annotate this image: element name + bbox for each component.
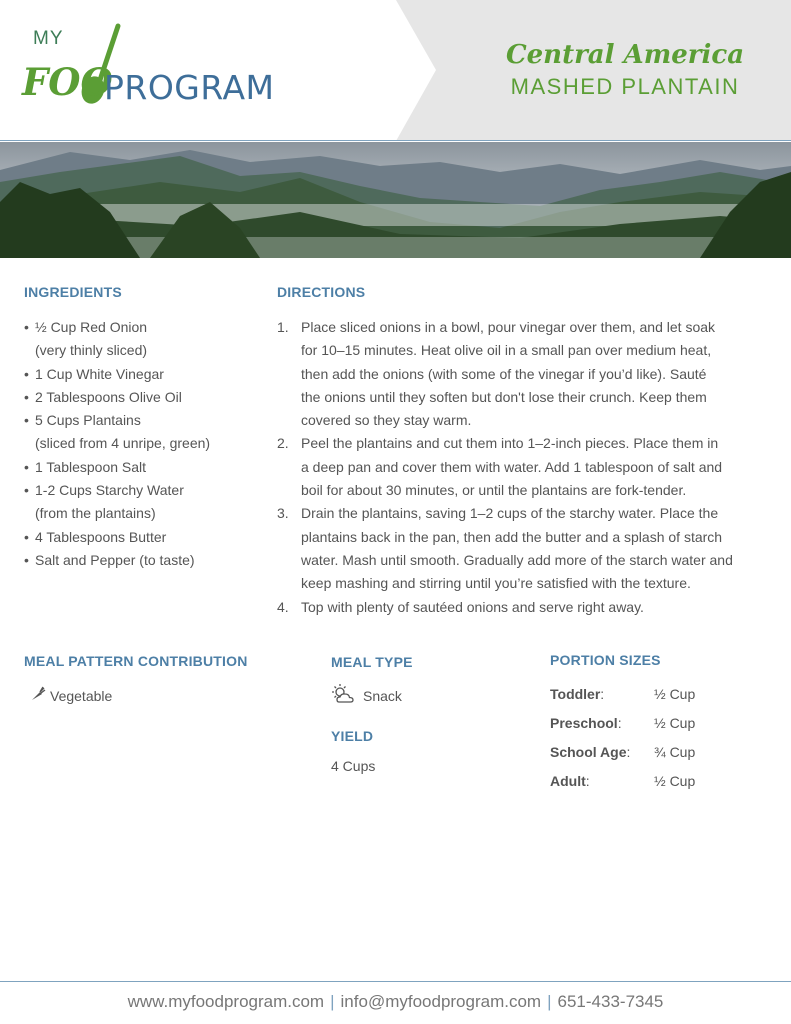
list-item: keep mashing and stirring until you’re satisfied with the texture.	[301, 575, 691, 592]
list-item: • 1-2 Cups Starchy Water	[24, 482, 184, 499]
portion-value: ¾ Cup	[654, 744, 696, 760]
website-link[interactable]: www.myfoodprogram.com	[127, 992, 325, 1011]
footer-separator: |	[330, 992, 335, 1011]
portion-value: ½ Cup	[654, 773, 696, 789]
list-item: • 2 Tablespoons Olive Oil	[24, 388, 182, 405]
list-item: 2. Peel the plantains and cut them into 1–2-inch pieces. Place them in	[277, 435, 719, 452]
portion-label: School Age	[550, 744, 627, 760]
recipe-region: Central America	[505, 40, 745, 70]
directions-heading: DIRECTIONS	[277, 284, 366, 300]
yield-value: 4 Cups	[331, 758, 376, 774]
logo-program-text: PROGRAM	[104, 68, 275, 107]
yield-heading: YIELD	[331, 728, 374, 744]
meal-pattern-heading: MEAL PATTERN CONTRIBUTION	[24, 653, 248, 669]
email-link[interactable]: info@myfoodprogram.com	[340, 992, 542, 1011]
portion-label: Preschool	[550, 715, 618, 731]
meal-type-heading: MEAL TYPE	[331, 654, 413, 670]
ingredients-list	[24, 316, 254, 572]
list-item: • Salt and Pepper (to taste)	[24, 551, 195, 568]
list-item: the onions until they soften but don't lose their crunch. Keep them	[301, 388, 707, 405]
page-footer	[0, 992, 791, 1012]
list-item: covered so they stay warm.	[301, 412, 472, 429]
footer-divider	[0, 981, 791, 982]
list-item: then add the onions (with some of the vinegar if you’d like). Sauté	[301, 365, 707, 382]
list-item: 3. Drain the plantains, saving 1–2 cups of the starchy water. Place the	[277, 505, 719, 522]
list-item: plantains back in the pan, then add the butter and a splash of starch	[301, 528, 723, 545]
portion-label: Toddler	[550, 686, 601, 702]
portion-label: Adult	[550, 773, 586, 789]
list-item: 1. Place sliced onions in a bowl, pour vinegar over them, and let soak	[277, 319, 716, 335]
list-item: (from the plantains)	[35, 505, 156, 522]
list-item: • 4 Tablespoons Butter	[24, 528, 167, 545]
header-divider	[0, 140, 791, 141]
sun-cloud-icon	[331, 683, 357, 705]
title-panel	[396, 0, 791, 141]
list-item: • 1 Tablespoon Salt	[24, 458, 147, 475]
portion-sizes-heading: PORTION SIZES	[550, 652, 661, 668]
list-item: boil for about 30 minutes, or until the plantains are fork-tender.	[301, 482, 687, 499]
meal-type-item: Snack	[363, 688, 402, 704]
ingredients-heading: INGREDIENTS	[24, 284, 122, 300]
meal-pattern-item: Vegetable	[50, 688, 113, 704]
list-item: 4. Top with plenty of sautéed onions and serve right away.	[277, 598, 644, 615]
page-header	[0, 0, 791, 141]
list-item: (sliced from 4 unripe, green)	[35, 435, 211, 452]
portion-value: ½ Cup	[654, 686, 696, 702]
list-item: a deep pan and cover them with water. Add 1 tablespoon of salt and	[301, 458, 723, 475]
list-item: for 10–15 minutes. Heat olive oil in a small pan over medium heat,	[301, 342, 712, 359]
list-item: (very thinly sliced)	[35, 342, 148, 359]
logo-my-text: MY	[33, 28, 64, 49]
directions-list	[277, 316, 767, 619]
logo-food-text: FOO	[22, 60, 113, 104]
list-item: water. Mash until smooth. Gradually add more of the starch water and	[301, 551, 733, 568]
carrot-icon	[30, 686, 46, 702]
banner-image	[0, 142, 791, 258]
phone-number[interactable]: 651-433-7345	[557, 992, 664, 1011]
portion-value: ½ Cup	[654, 715, 696, 731]
list-item: • ½ Cup Red Onion	[24, 319, 148, 335]
list-item: • 1 Cup White Vinegar	[24, 365, 164, 382]
footer-separator: |	[547, 992, 552, 1011]
list-item: • 5 Cups Plantains	[24, 412, 141, 429]
recipe-title: MASHED PLANTAIN	[510, 74, 740, 99]
